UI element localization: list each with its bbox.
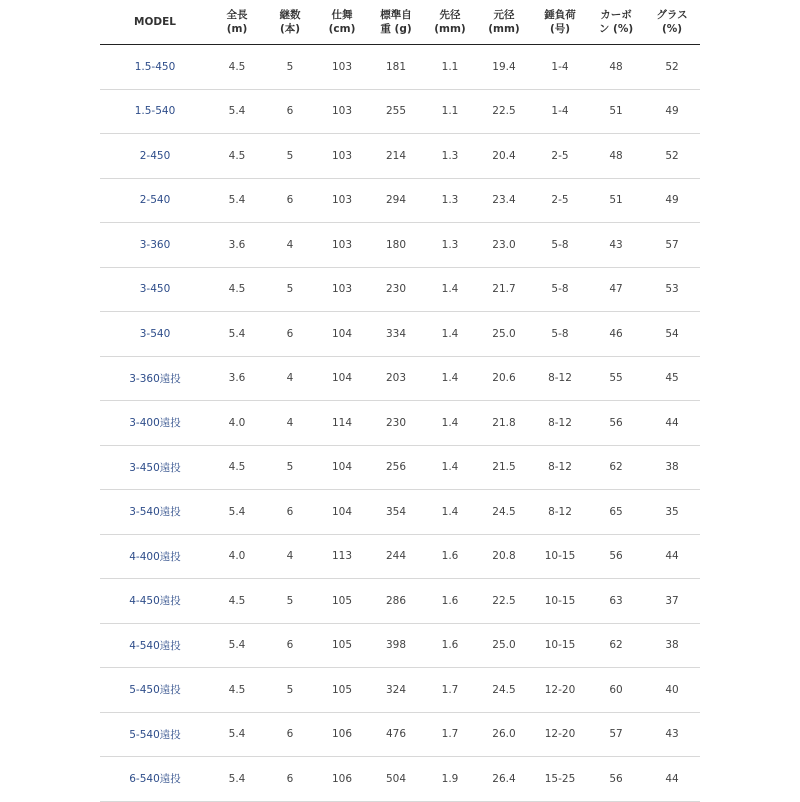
cell-sections: 6 (264, 490, 316, 535)
cell-sinker-load: 5-8 (532, 223, 588, 268)
cell-carbon: 56 (588, 401, 644, 446)
cell-weight: 230 (368, 267, 424, 312)
column-header-line1: グラス (656, 9, 688, 21)
cell-length: 4.5 (210, 668, 264, 713)
cell-butt-diameter: 24.5 (476, 490, 532, 535)
cell-sinker-load: 15-25 (532, 757, 588, 802)
cell-model: 3-360 (100, 223, 210, 268)
cell-glass: 40 (644, 668, 700, 713)
cell-closed-length: 104 (316, 356, 368, 401)
cell-tip-diameter: 1.4 (424, 267, 476, 312)
cell-carbon: 51 (588, 89, 644, 134)
cell-length: 5.4 (210, 178, 264, 223)
cell-sections: 4 (264, 223, 316, 268)
cell-glass: 38 (644, 445, 700, 490)
cell-weight: 230 (368, 401, 424, 446)
cell-glass: 45 (644, 356, 700, 401)
cell-glass: 49 (644, 178, 700, 223)
cell-closed-length: 103 (316, 178, 368, 223)
cell-tip-diameter: 1.1 (424, 89, 476, 134)
cell-sinker-load: 5-8 (532, 267, 588, 312)
cell-sinker-load: 5-8 (532, 312, 588, 357)
table-body (100, 45, 700, 802)
cell-carbon: 43 (588, 223, 644, 268)
cell-sections: 5 (264, 579, 316, 624)
cell-length: 4.5 (210, 267, 264, 312)
cell-glass: 43 (644, 712, 700, 757)
cell-butt-diameter: 21.5 (476, 445, 532, 490)
cell-carbon: 57 (588, 712, 644, 757)
cell-butt-diameter: 21.7 (476, 267, 532, 312)
cell-length: 3.6 (210, 223, 264, 268)
cell-length: 4.5 (210, 45, 264, 90)
cell-weight: 324 (368, 668, 424, 713)
column-header-line1: MODEL (134, 16, 176, 28)
cell-butt-diameter: 23.4 (476, 178, 532, 223)
cell-weight: 255 (368, 89, 424, 134)
column-header-line1: 錘負荷 (544, 9, 576, 21)
cell-weight: 354 (368, 490, 424, 535)
column-header-butt-diameter (476, 0, 532, 45)
cell-glass: 53 (644, 267, 700, 312)
cell-tip-diameter: 1.7 (424, 712, 476, 757)
column-header-length (210, 0, 264, 45)
cell-carbon: 48 (588, 45, 644, 90)
cell-tip-diameter: 1.4 (424, 445, 476, 490)
cell-sinker-load: 1-4 (532, 89, 588, 134)
cell-carbon: 60 (588, 668, 644, 713)
cell-weight: 214 (368, 134, 424, 179)
column-header-line2: (号) (549, 23, 571, 35)
cell-length: 4.5 (210, 579, 264, 624)
cell-tip-diameter: 1.4 (424, 490, 476, 535)
cell-butt-diameter: 20.4 (476, 134, 532, 179)
cell-sections: 4 (264, 534, 316, 579)
cell-sections: 6 (264, 178, 316, 223)
cell-closed-length: 105 (316, 668, 368, 713)
cell-weight: 181 (368, 45, 424, 90)
cell-model: 4-400遠投 (100, 534, 210, 579)
cell-model: 3-540 (100, 312, 210, 357)
column-header-line1: 先径 (439, 9, 461, 21)
cell-glass: 35 (644, 490, 700, 535)
column-header-weight (368, 0, 424, 45)
column-header-glass (644, 0, 700, 45)
spec-table-container (100, 0, 700, 802)
cell-weight: 203 (368, 356, 424, 401)
cell-sections: 5 (264, 668, 316, 713)
cell-tip-diameter: 1.6 (424, 623, 476, 668)
column-header-line2: (mm) (434, 23, 466, 35)
cell-tip-diameter: 1.4 (424, 356, 476, 401)
cell-butt-diameter: 24.5 (476, 668, 532, 713)
cell-sections: 4 (264, 356, 316, 401)
cell-weight: 294 (368, 178, 424, 223)
cell-sinker-load: 1-4 (532, 45, 588, 90)
cell-closed-length: 103 (316, 45, 368, 90)
table-row (100, 668, 700, 713)
cell-tip-diameter: 1.3 (424, 223, 476, 268)
cell-glass: 37 (644, 579, 700, 624)
table-row (100, 579, 700, 624)
column-header-carbon (588, 0, 644, 45)
table-row (100, 490, 700, 535)
cell-weight: 334 (368, 312, 424, 357)
table-row (100, 178, 700, 223)
cell-model: 4-540遠投 (100, 623, 210, 668)
cell-sinker-load: 2-5 (532, 134, 588, 179)
spec-table (100, 0, 700, 802)
cell-model: 2-450 (100, 134, 210, 179)
cell-length: 4.5 (210, 445, 264, 490)
cell-sinker-load: 10-15 (532, 579, 588, 624)
column-header-line1: 標準自 (380, 9, 412, 21)
column-header-sections (264, 0, 316, 45)
cell-sinker-load: 8-12 (532, 490, 588, 535)
cell-glass: 52 (644, 45, 700, 90)
cell-length: 4.5 (210, 134, 264, 179)
cell-length: 5.4 (210, 490, 264, 535)
cell-butt-diameter: 26.4 (476, 757, 532, 802)
cell-carbon: 55 (588, 356, 644, 401)
cell-glass: 49 (644, 89, 700, 134)
column-header-line1: カーボ (600, 9, 632, 21)
column-header-line2: (m) (226, 23, 248, 35)
cell-weight: 244 (368, 534, 424, 579)
table-row (100, 445, 700, 490)
cell-butt-diameter: 22.5 (476, 89, 532, 134)
cell-model: 3-400遠投 (100, 401, 210, 446)
cell-sections: 5 (264, 134, 316, 179)
cell-butt-diameter: 21.8 (476, 401, 532, 446)
column-header-line2: ン (%) (598, 23, 634, 35)
cell-closed-length: 105 (316, 623, 368, 668)
cell-model: 4-450遠投 (100, 579, 210, 624)
table-row (100, 312, 700, 357)
cell-butt-diameter: 20.6 (476, 356, 532, 401)
cell-closed-length: 106 (316, 712, 368, 757)
table-row (100, 356, 700, 401)
column-header-sinker-load (532, 0, 588, 45)
cell-tip-diameter: 1.6 (424, 579, 476, 624)
cell-carbon: 62 (588, 623, 644, 668)
cell-sinker-load: 8-12 (532, 356, 588, 401)
cell-butt-diameter: 25.0 (476, 623, 532, 668)
cell-sinker-load: 8-12 (532, 401, 588, 446)
cell-closed-length: 106 (316, 757, 368, 802)
cell-model: 6-540遠投 (100, 757, 210, 802)
cell-closed-length: 104 (316, 490, 368, 535)
cell-closed-length: 114 (316, 401, 368, 446)
table-row (100, 89, 700, 134)
table-row (100, 712, 700, 757)
column-header-line2: (mm) (488, 23, 520, 35)
column-header-line1: 仕舞 (331, 9, 353, 21)
cell-carbon: 46 (588, 312, 644, 357)
cell-sinker-load: 12-20 (532, 712, 588, 757)
cell-tip-diameter: 1.4 (424, 401, 476, 446)
cell-glass: 38 (644, 623, 700, 668)
cell-butt-diameter: 26.0 (476, 712, 532, 757)
cell-tip-diameter: 1.3 (424, 178, 476, 223)
cell-closed-length: 104 (316, 312, 368, 357)
cell-carbon: 48 (588, 134, 644, 179)
cell-closed-length: 105 (316, 579, 368, 624)
cell-closed-length: 103 (316, 89, 368, 134)
cell-sinker-load: 8-12 (532, 445, 588, 490)
cell-sinker-load: 10-15 (532, 623, 588, 668)
cell-weight: 504 (368, 757, 424, 802)
table-row (100, 623, 700, 668)
cell-model: 3-540遠投 (100, 490, 210, 535)
cell-weight: 180 (368, 223, 424, 268)
cell-glass: 54 (644, 312, 700, 357)
cell-carbon: 62 (588, 445, 644, 490)
table-row (100, 534, 700, 579)
cell-length: 5.4 (210, 623, 264, 668)
cell-model: 5-450遠投 (100, 668, 210, 713)
table-row (100, 134, 700, 179)
cell-length: 4.0 (210, 534, 264, 579)
cell-closed-length: 103 (316, 267, 368, 312)
cell-tip-diameter: 1.6 (424, 534, 476, 579)
cell-glass: 44 (644, 401, 700, 446)
cell-sections: 6 (264, 312, 316, 357)
cell-sinker-load: 12-20 (532, 668, 588, 713)
cell-butt-diameter: 25.0 (476, 312, 532, 357)
cell-sections: 5 (264, 445, 316, 490)
cell-glass: 57 (644, 223, 700, 268)
cell-sections: 4 (264, 401, 316, 446)
table-row (100, 45, 700, 90)
cell-sections: 6 (264, 757, 316, 802)
cell-tip-diameter: 1.3 (424, 134, 476, 179)
table-row (100, 757, 700, 802)
cell-tip-diameter: 1.1 (424, 45, 476, 90)
cell-length: 5.4 (210, 312, 264, 357)
cell-carbon: 56 (588, 757, 644, 802)
cell-closed-length: 113 (316, 534, 368, 579)
cell-carbon: 51 (588, 178, 644, 223)
cell-model: 2-540 (100, 178, 210, 223)
cell-glass: 44 (644, 534, 700, 579)
column-header-line1: 全長 (226, 9, 248, 21)
column-header-line1: 元径 (493, 9, 515, 21)
cell-butt-diameter: 23.0 (476, 223, 532, 268)
column-header-tip-diameter (424, 0, 476, 45)
cell-tip-diameter: 1.4 (424, 312, 476, 357)
cell-carbon: 56 (588, 534, 644, 579)
cell-sections: 6 (264, 89, 316, 134)
column-header-line2: 重 (g) (380, 23, 412, 35)
column-header-line1: 継数 (279, 9, 301, 21)
column-header-line2: (cm) (328, 23, 356, 35)
column-header-closed-length (316, 0, 368, 45)
cell-tip-diameter: 1.9 (424, 757, 476, 802)
table-row (100, 223, 700, 268)
cell-model: 1.5-540 (100, 89, 210, 134)
cell-length: 4.0 (210, 401, 264, 446)
cell-weight: 256 (368, 445, 424, 490)
cell-tip-diameter: 1.7 (424, 668, 476, 713)
cell-closed-length: 104 (316, 445, 368, 490)
cell-sinker-load: 2-5 (532, 178, 588, 223)
cell-closed-length: 103 (316, 134, 368, 179)
cell-glass: 52 (644, 134, 700, 179)
cell-butt-diameter: 19.4 (476, 45, 532, 90)
cell-glass: 44 (644, 757, 700, 802)
cell-weight: 286 (368, 579, 424, 624)
table-header-row (100, 0, 700, 45)
cell-model: 3-360遠投 (100, 356, 210, 401)
cell-weight: 398 (368, 623, 424, 668)
cell-model: 3-450 (100, 267, 210, 312)
cell-length: 5.4 (210, 712, 264, 757)
cell-butt-diameter: 20.8 (476, 534, 532, 579)
column-header-line2: (本) (279, 23, 301, 35)
cell-carbon: 47 (588, 267, 644, 312)
cell-length: 5.4 (210, 89, 264, 134)
cell-model: 1.5-450 (100, 45, 210, 90)
cell-model: 5-540遠投 (100, 712, 210, 757)
cell-carbon: 63 (588, 579, 644, 624)
table-row (100, 267, 700, 312)
column-header-model (100, 0, 210, 45)
cell-sections: 6 (264, 623, 316, 668)
cell-sections: 5 (264, 267, 316, 312)
cell-sinker-load: 10-15 (532, 534, 588, 579)
cell-length: 3.6 (210, 356, 264, 401)
cell-sections: 5 (264, 45, 316, 90)
cell-length: 5.4 (210, 757, 264, 802)
cell-closed-length: 103 (316, 223, 368, 268)
cell-weight: 476 (368, 712, 424, 757)
column-header-line2: (%) (661, 23, 683, 35)
cell-carbon: 65 (588, 490, 644, 535)
table-row (100, 401, 700, 446)
cell-sections: 6 (264, 712, 316, 757)
cell-model: 3-450遠投 (100, 445, 210, 490)
cell-butt-diameter: 22.5 (476, 579, 532, 624)
